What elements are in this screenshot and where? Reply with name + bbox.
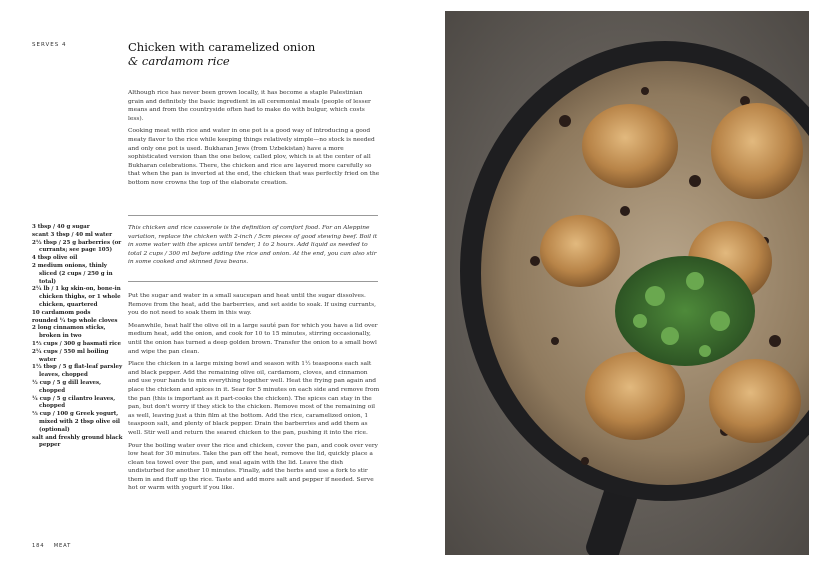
- serves-label: SERVES 4: [32, 42, 67, 48]
- title-line-2: & cardamom rice: [128, 54, 230, 68]
- title-line-1: Chicken with caramelized onion: [128, 40, 316, 54]
- ingredient-item: 3 tbsp / 40 g sugar: [32, 224, 90, 230]
- ingredient-item: 2¼ cups / 550 ml boiling water: [32, 348, 109, 363]
- intro-paragraph: Cooking meat with rice and water in one pot is a good way of introducing a good meaty flavor to the rice while keeping things relatively simple—no stock is needed and only one pot is used. Bukharan Jews (from Uzbekistan) have a more sophisticated version than the one below, called plov, which is at the center of all Bukharan celebrations. There, the chicken and rice are layered more carefully so that when the pan is inverted at the end, the chicken that was perfectly fried on the bottom now crowns the top of the elaborate creation.: [128, 128, 380, 186]
- method-step: Place the chicken in a large mixing bowl and season with 1½ teaspoons each salt and black pepper. Add the remaining olive oil, cardamom, cloves, and cinnamon and use your hands to mix everything together well. Heat the frying pan again and place the chicken and spices in it. Sear for 5 minutes on each side and remove from the pan (this is important as it part-cooks the chicken). The spices can stay in the pan, but don't worry if they stick to the chicken. Remove most of the remaining oil as well, leaving just a thin film at the bottom. Add the rice, caramelized onion, 1 teaspoon salt, and plenty of black pepper. Drain the barberries and add them as well. Stir well and return the seared chicken to the pan, pushing it into the rice.: [128, 361, 380, 436]
- method-step: Meanwhile, heat half the olive oil in a large sauté pan for which you have a lid over medium heat, add the onion, and cook for 10 to 15 minutes, stirring occasionally, until the onion has turned a deep golden brown. Transfer the onion to a small bowl and wipe the pan clean.: [128, 322, 378, 355]
- ingredient-item: 1½ tbsp / 5 g flat-leaf parsley leaves, chopped: [32, 364, 123, 379]
- ingredient-item: 10 cardamom pods: [32, 309, 91, 316]
- ingredient-item: 1⅔ cups / 300 g basmati rice: [32, 340, 121, 347]
- ingredient-item: scant 3 tbsp / 40 ml water: [32, 231, 112, 238]
- ingredient-item: rounded ¼ tsp whole cloves: [32, 317, 118, 324]
- ingredient-item: ⅓ cup / 100 g Greek yogurt, mixed with 2 tbsp olive oil (optional): [32, 411, 121, 433]
- ingredient-list: [32, 224, 124, 450]
- ingredient-item: ¼ cup / 5 g cilantro leaves, chopped: [32, 395, 116, 410]
- recipe-title: [128, 40, 315, 68]
- page-number: 184: [32, 543, 45, 549]
- ingredient-item: ½ cup / 5 g dill leaves, chopped: [32, 379, 102, 394]
- section-name: MEAT: [53, 543, 72, 549]
- ingredient-item: 2 long cinnamon sticks, broken in two: [32, 325, 106, 340]
- ingredient-item: 2 medium onions, thinly sliced (2 cups / 250 g in total): [32, 262, 113, 285]
- page-footer: [32, 543, 78, 549]
- right-page: [410, 0, 820, 567]
- intro-text: [128, 89, 380, 192]
- ingredient-item: 2½ tbsp / 25 g barberries (or currants; see page 105): [32, 239, 122, 254]
- variation-note: This chicken and rice casserole is the definition of comfort food. For an Aleppine variation, replace the chicken with 2-inch / 5cm pieces of good stewing beef. Boil it in some water with the spices until tender, 1 to 2 hours. Add liquid as needed to total 2 cups / 300 ml before adding the rice and onion. At the end, you can also stir in some cooked and skinned fava beans.: [128, 225, 378, 266]
- ingredient-item: 4 tbsp olive oil: [32, 255, 78, 262]
- divider-bottom: [128, 281, 378, 282]
- method-step: Pour the boiling water over the rice and chicken, cover the pan, and cook over very low heat for 30 minutes. Take the pan off the heat, remove the lid, quickly place a clean tea towel over the pan, and seal again with the lid. Leave the dish undisturbed for another 10 minutes. Finally, add the herbs and use a fork to stir them in and fluff up the rice. Taste and add more salt and pepper if needed. Serve hot or warm with yogurt if you like.: [128, 442, 378, 492]
- divider-top: [128, 215, 378, 216]
- ingredient-item: 2¼ lb / 1 kg skin-on, bone-in chicken thighs, or 1 whole chicken, quartered: [32, 286, 121, 308]
- intro-paragraph: Although rice has never been grown locally, it has become a staple Palestinian grain and definitely the basic ingredient in all ceremonial meals (people of lesser means and from the countryside often had to make do with bulgur, which costs less).: [128, 90, 371, 122]
- ingredient-item: salt and freshly ground black pepper: [32, 434, 123, 449]
- dish-photo-icon: [445, 11, 809, 555]
- method-step: Put the sugar and water in a small saucepan and heat until the sugar dissolves. Remove from the heat, add the barberries, and set aside to soak. If using currants, you do not need to soak them in this way.: [128, 293, 376, 317]
- method-text: [128, 292, 380, 497]
